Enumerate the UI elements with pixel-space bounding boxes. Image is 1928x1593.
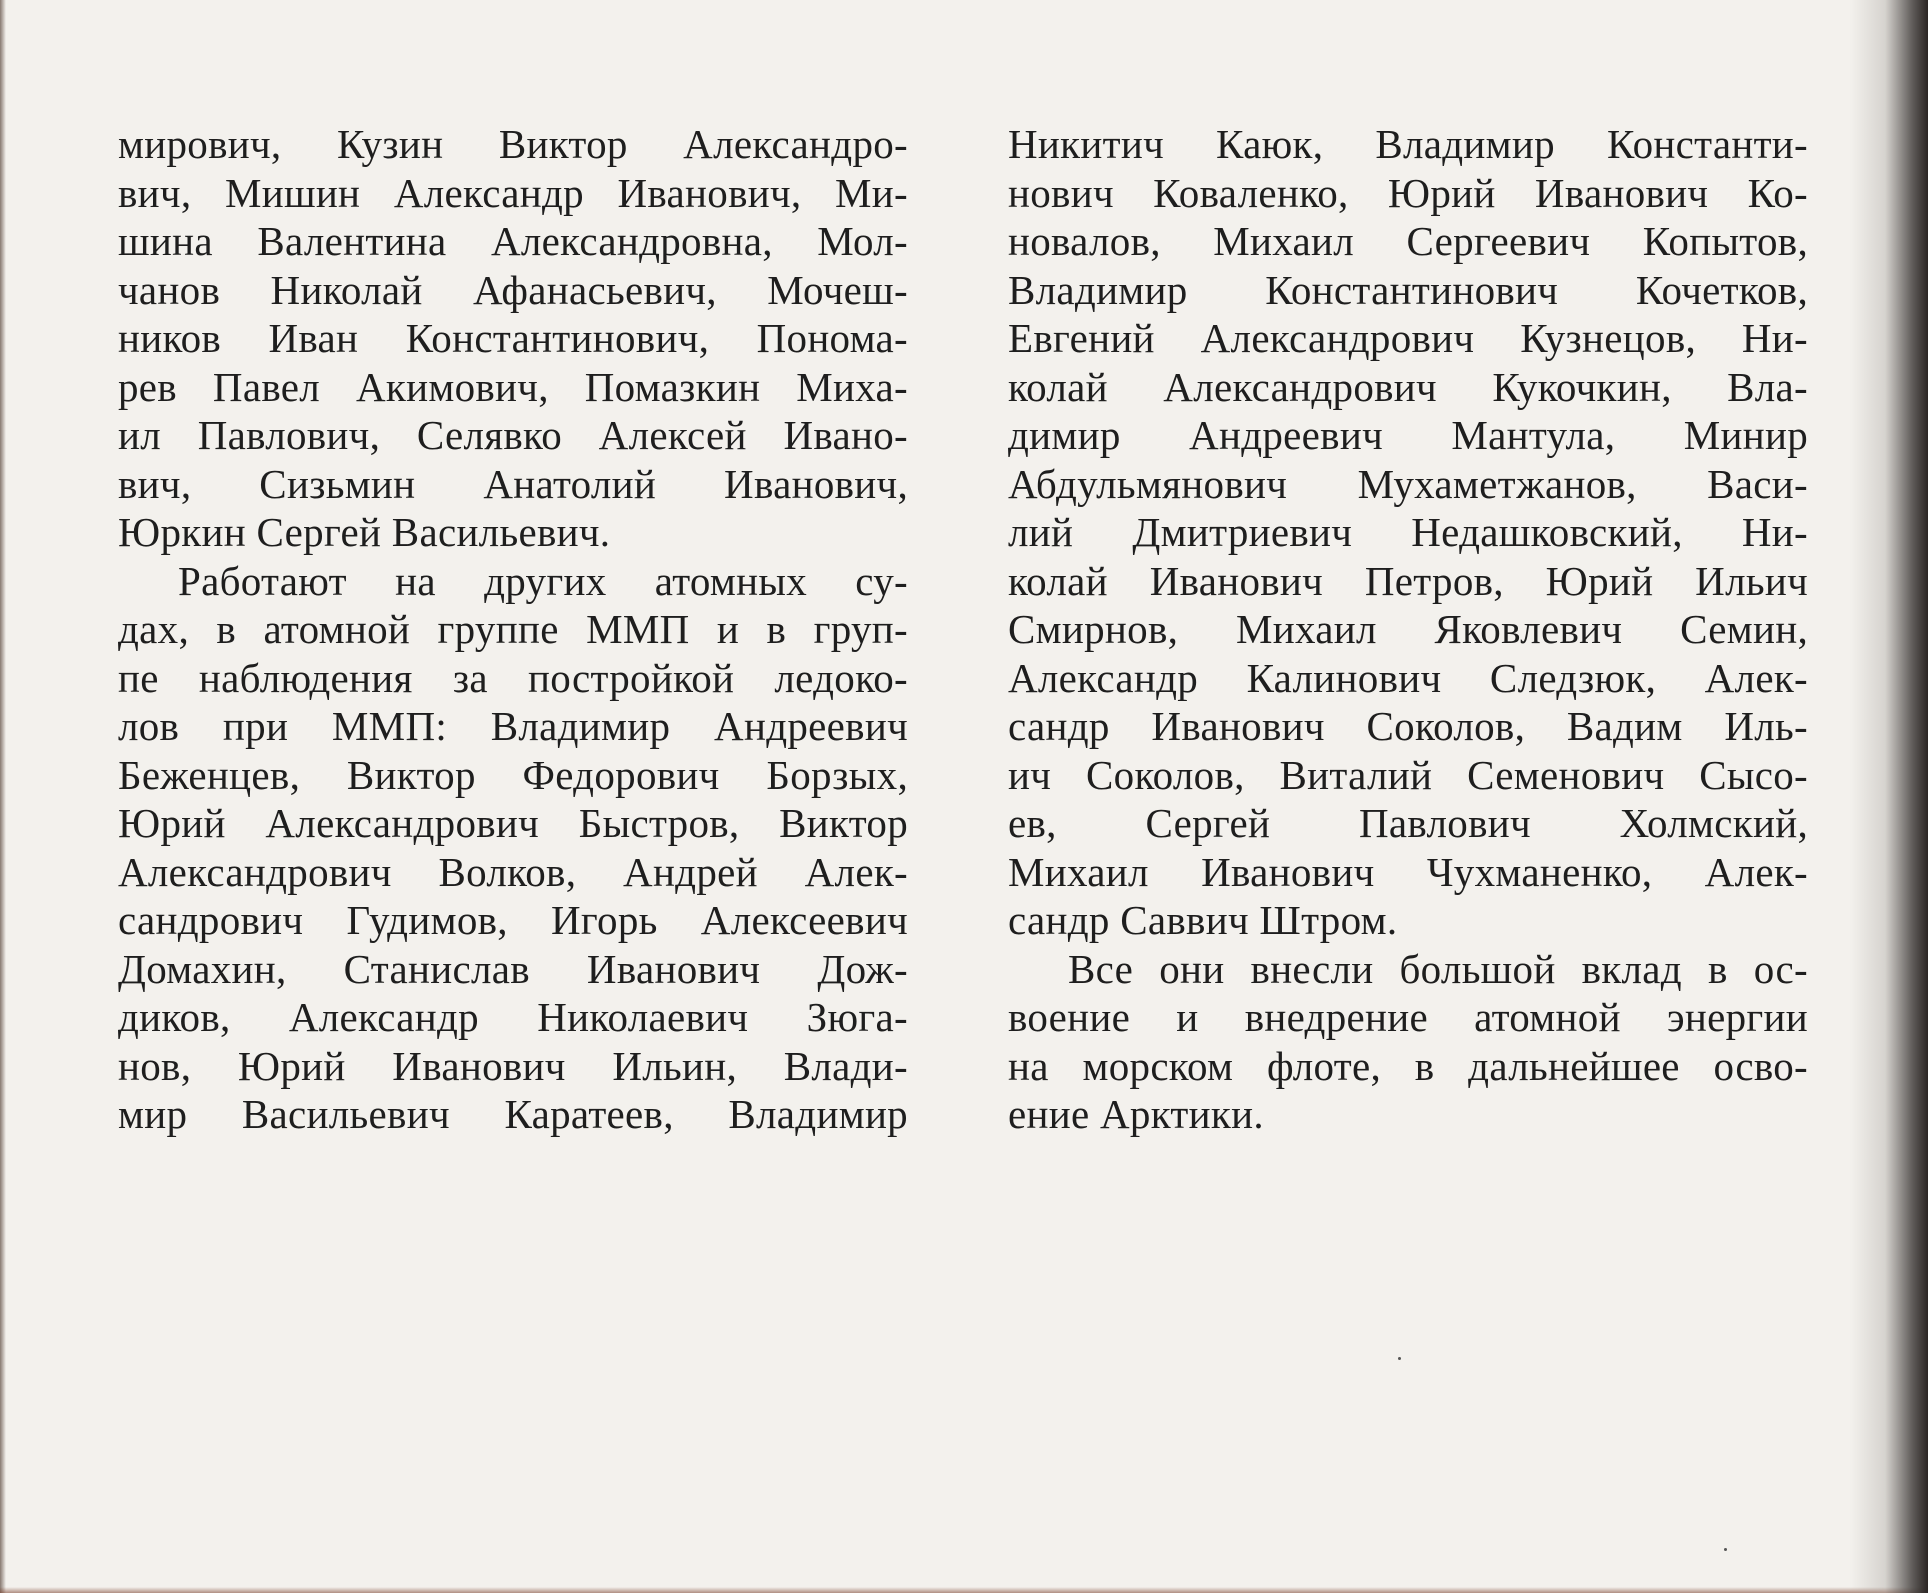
text-line: мирович, Кузин Виктор Александро-	[118, 121, 908, 167]
page-bottom-edge	[0, 1587, 1928, 1593]
text-line: сандр Иванович Соколов, Вадим Иль-	[1008, 703, 1808, 749]
text-line: мир Васильевич Каратеев, Владимир	[118, 1091, 908, 1137]
book-spine-shadow	[1850, 0, 1928, 1593]
text-line: ич Соколов, Виталий Семенович Сысо-	[1008, 751, 1808, 798]
text-line: диков, Александр Николаевич Зюга-	[118, 994, 908, 1040]
right-text-column	[1008, 120, 1808, 1139]
text-line: колай Иванович Петров, Юрий Ильич	[1008, 557, 1808, 604]
text-line: Никитич Каюк, Владимир Константи-	[1008, 121, 1808, 167]
text-line: Евгений Александрович Кузнецов, Ни-	[1008, 315, 1808, 361]
text-line: Михаил Иванович Чухманенко, Алек-	[1008, 848, 1808, 895]
text-line: Беженцев, Виктор Федорович Борзых,	[118, 751, 908, 798]
text-line: ил Павлович, Селявко Алексей Ивано-	[118, 412, 908, 458]
text-line: лий Дмитриевич Недашковский, Ни-	[1008, 509, 1808, 555]
text-line: дах, в атомной группе ММП и в груп-	[118, 606, 908, 652]
text-line: лов при ММП: Владимир Андреевич	[118, 703, 908, 749]
text-line: чанов Николай Афанасьевич, Мочеш-	[118, 266, 908, 313]
text-line: нов, Юрий Иванович Ильин, Влади-	[118, 1042, 908, 1089]
text-line: сандр Саввич Штром.	[1008, 897, 1398, 943]
text-line: Юрий Александрович Быстров, Виктор	[118, 800, 908, 846]
text-line: Смирнов, Михаил Яковлевич Семин,	[1008, 606, 1808, 652]
text-line: рев Павел Акимович, Помазкин Миха-	[118, 363, 908, 410]
text-line: нович Коваленко, Юрий Иванович Ко-	[1008, 169, 1808, 216]
text-line: ение Арктики.	[1008, 1091, 1264, 1137]
paper-speck	[1724, 1548, 1727, 1551]
paper-speck	[1398, 1357, 1401, 1360]
text-line: Абдульмянович Мухаметжанов, Васи-	[1008, 460, 1808, 507]
text-line: ников Иван Константинович, Понома-	[118, 315, 908, 361]
text-line: колай Александрович Кукочкин, Вла-	[1008, 363, 1808, 410]
left-text-column	[118, 120, 908, 1139]
text-line: вич, Мишин Александр Иванович, Ми-	[118, 169, 908, 216]
text-line: вич, Сизьмин Анатолий Иванович,	[118, 460, 908, 507]
text-line: на морском флоте, в дальнейшее осво-	[1008, 1042, 1808, 1089]
text-line: сандрович Гудимов, Игорь Алексеевич	[118, 897, 908, 943]
text-line: Александр Калинович Следзюк, Алек-	[1008, 654, 1808, 701]
page-left-edge	[0, 0, 6, 1593]
text-line: Александрович Волков, Андрей Алек-	[118, 848, 908, 895]
text-line: димир Андреевич Мантула, Минир	[1008, 412, 1808, 458]
text-line: воение и внедрение атомной энергии	[1008, 994, 1808, 1040]
text-line: Домахин, Станислав Иванович Дож-	[118, 945, 908, 992]
text-line: пе наблюдения за постройкой ледоко-	[118, 654, 908, 701]
text-line: Юркин Сергей Васильевич.	[118, 509, 611, 555]
text-line: Владимир Константинович Кочетков,	[1008, 266, 1808, 313]
text-line: шина Валентина Александровна, Мол-	[118, 218, 908, 264]
text-line: новалов, Михаил Сергеевич Копытов,	[1008, 218, 1808, 264]
text-line: ев, Сергей Павлович Холмский,	[1008, 800, 1808, 846]
paragraph-start-line: Все они внесли большой вклад в ос-	[1068, 945, 1808, 992]
paragraph-start-line: Работают на других атомных су-	[178, 557, 908, 604]
